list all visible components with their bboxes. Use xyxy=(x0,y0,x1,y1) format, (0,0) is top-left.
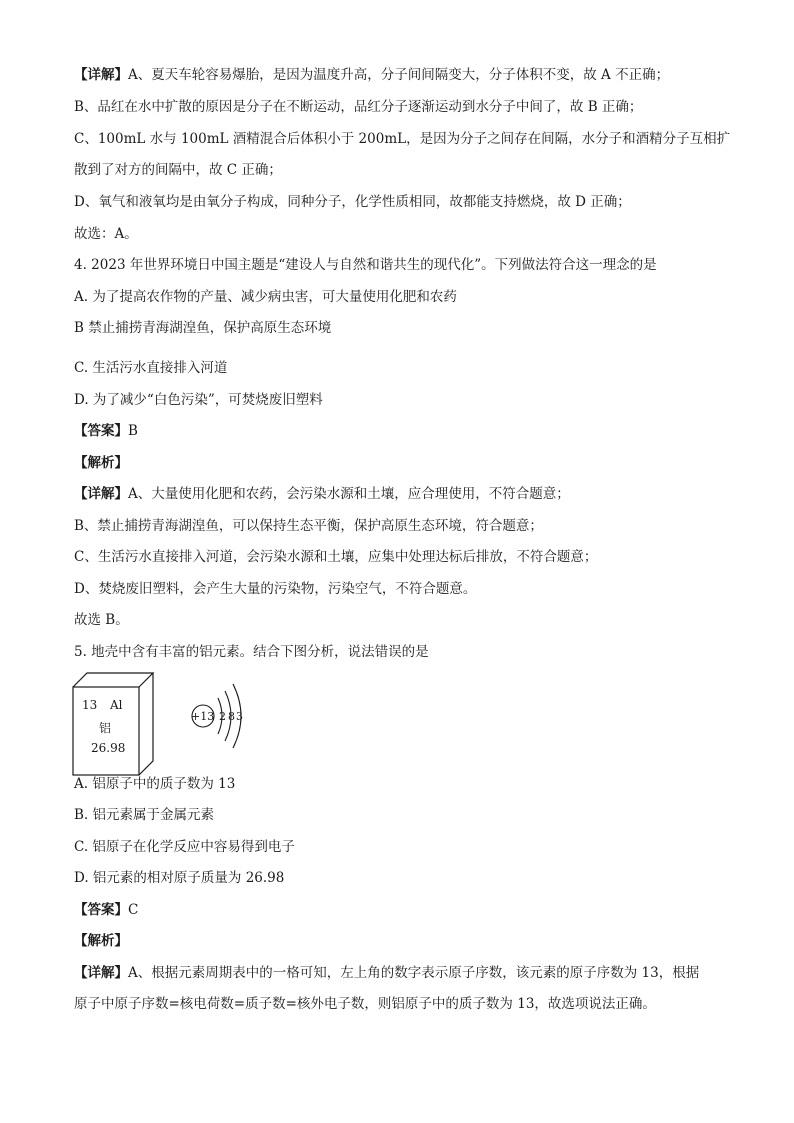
q4-option-d: D. 为了减少“白色污染”，可焚烧废旧塑料 xyxy=(74,392,323,408)
q4-detail-b: B、禁止捕捞青海湖湟鱼，可以保持生态平衡，保护高原生态环境，符合题意； xyxy=(74,518,543,534)
q4-answer xyxy=(74,422,138,440)
nucleus-charge: +13 xyxy=(191,710,215,723)
q4-stem: 4. 2023 年世界环境日中国主题是“建设人与自然和谐共生的现代化”。下列做法符合这一理念的是 xyxy=(74,257,657,273)
shell-3-electrons: 3 xyxy=(236,710,243,723)
aluminum-figure xyxy=(70,668,270,778)
cube-side-face xyxy=(139,673,153,775)
q4-analysis-tag: 【解析】 xyxy=(74,455,128,471)
q4-answer-tag: 【答案】 xyxy=(74,423,128,439)
q5-stem: 5. 地壳中含有丰富的铝元素。结合下图分析，说法错误的是 xyxy=(74,644,429,660)
q3-choose: 故选：A。 xyxy=(74,226,138,242)
q5-option-a: A. 铝原子中的质子数为 13 xyxy=(74,776,236,792)
q4-detail-a xyxy=(74,485,570,503)
atomic-number: 13 xyxy=(82,698,98,712)
atom-structure xyxy=(191,684,243,748)
q4-answer-value: B xyxy=(128,423,138,439)
shell-2-electrons: 8 xyxy=(228,710,235,723)
element-symbol: Al xyxy=(110,698,123,712)
q5-option-b: B. 铝元素属于金属元素 xyxy=(74,807,215,823)
q4-option-c: C. 生活污水直接排入河道 xyxy=(74,360,228,376)
cube-top-face xyxy=(73,673,153,687)
shell-1-electrons: 2 xyxy=(219,710,226,723)
q5-option-d: D. 铝元素的相对原子质量为 26.98 xyxy=(74,870,285,886)
q3-detail-a-text: A、夏天车轮容易爆胎，是因为温度升高，分子间间隔变大，分子体积不变，故 A 不正确； xyxy=(128,67,670,83)
q5-detail-1 xyxy=(74,964,699,982)
q4-option-b: B 禁止捕捞青海湖湟鱼，保护高原生态环境 xyxy=(74,320,332,336)
q5-option-c: C. 铝原子在化学反应中容易得到电子 xyxy=(74,839,295,855)
q5-answer-tag: 【答案】 xyxy=(74,902,128,918)
q5-detail-2: 原子中原子序数=核电荷数=质子数=核外电子数，则铝原子中的质子数为 13，故选项说法正确。 xyxy=(74,996,656,1012)
atomic-mass: 26.98 xyxy=(91,741,126,755)
q4-detail-c: C、生活污水直接排入河道，会污染水源和土壤，应集中处理达标后排放，不符合题意； xyxy=(74,549,598,565)
q4-detail-a-text: A、大量使用化肥和农药，会污染水源和土壤，应合理使用，不符合题意； xyxy=(128,486,570,502)
q3-line-d: D、氧气和液氧均是由氧分子构成，同种分子，化学性质相同，故都能支持燃烧，故 D 正确； xyxy=(74,194,631,210)
q5-detail-tag: 【详解】 xyxy=(74,965,128,981)
q3-line-c1: C、100mL 水与 100mL 酒精混合后体积小于 200mL，是因为分子之间存在间隔，水分子和酒精分子互相扩 xyxy=(74,131,731,147)
q4-option-a: A. 为了提高农作物的产量、减少病虫害，可大量使用化肥和农药 xyxy=(74,289,457,305)
q5-analysis-tag: 【解析】 xyxy=(74,933,128,949)
q3-line-c2: 散到了对方的间隔中，故 C 正确； xyxy=(74,162,282,178)
element-name: 铝 xyxy=(99,721,112,735)
q4-detail-tag: 【详解】 xyxy=(74,486,128,502)
q5-detail-1-text: A、根据元素周期表中的一格可知，左上角的数字表示原子序数，该元素的原子序数为 13，根据 xyxy=(128,965,700,981)
q5-answer xyxy=(74,901,138,919)
element-cube xyxy=(73,673,153,775)
q4-detail-d: D、焚烧废旧塑料，会产生大量的污染物，污染空气，不符合题意。 xyxy=(74,581,477,597)
q3-line-b: B、品红在水中扩散的原因是分子在不断运动，品红分子逐渐运动到水分子中间了，故 B 正确； xyxy=(74,99,643,115)
q4-choose: 故选 B。 xyxy=(74,612,129,628)
q3-detail-a xyxy=(74,66,669,84)
q5-answer-value: C xyxy=(128,902,139,918)
aluminum-figure-svg xyxy=(70,668,270,778)
q3-detail-tag: 【详解】 xyxy=(74,67,128,83)
